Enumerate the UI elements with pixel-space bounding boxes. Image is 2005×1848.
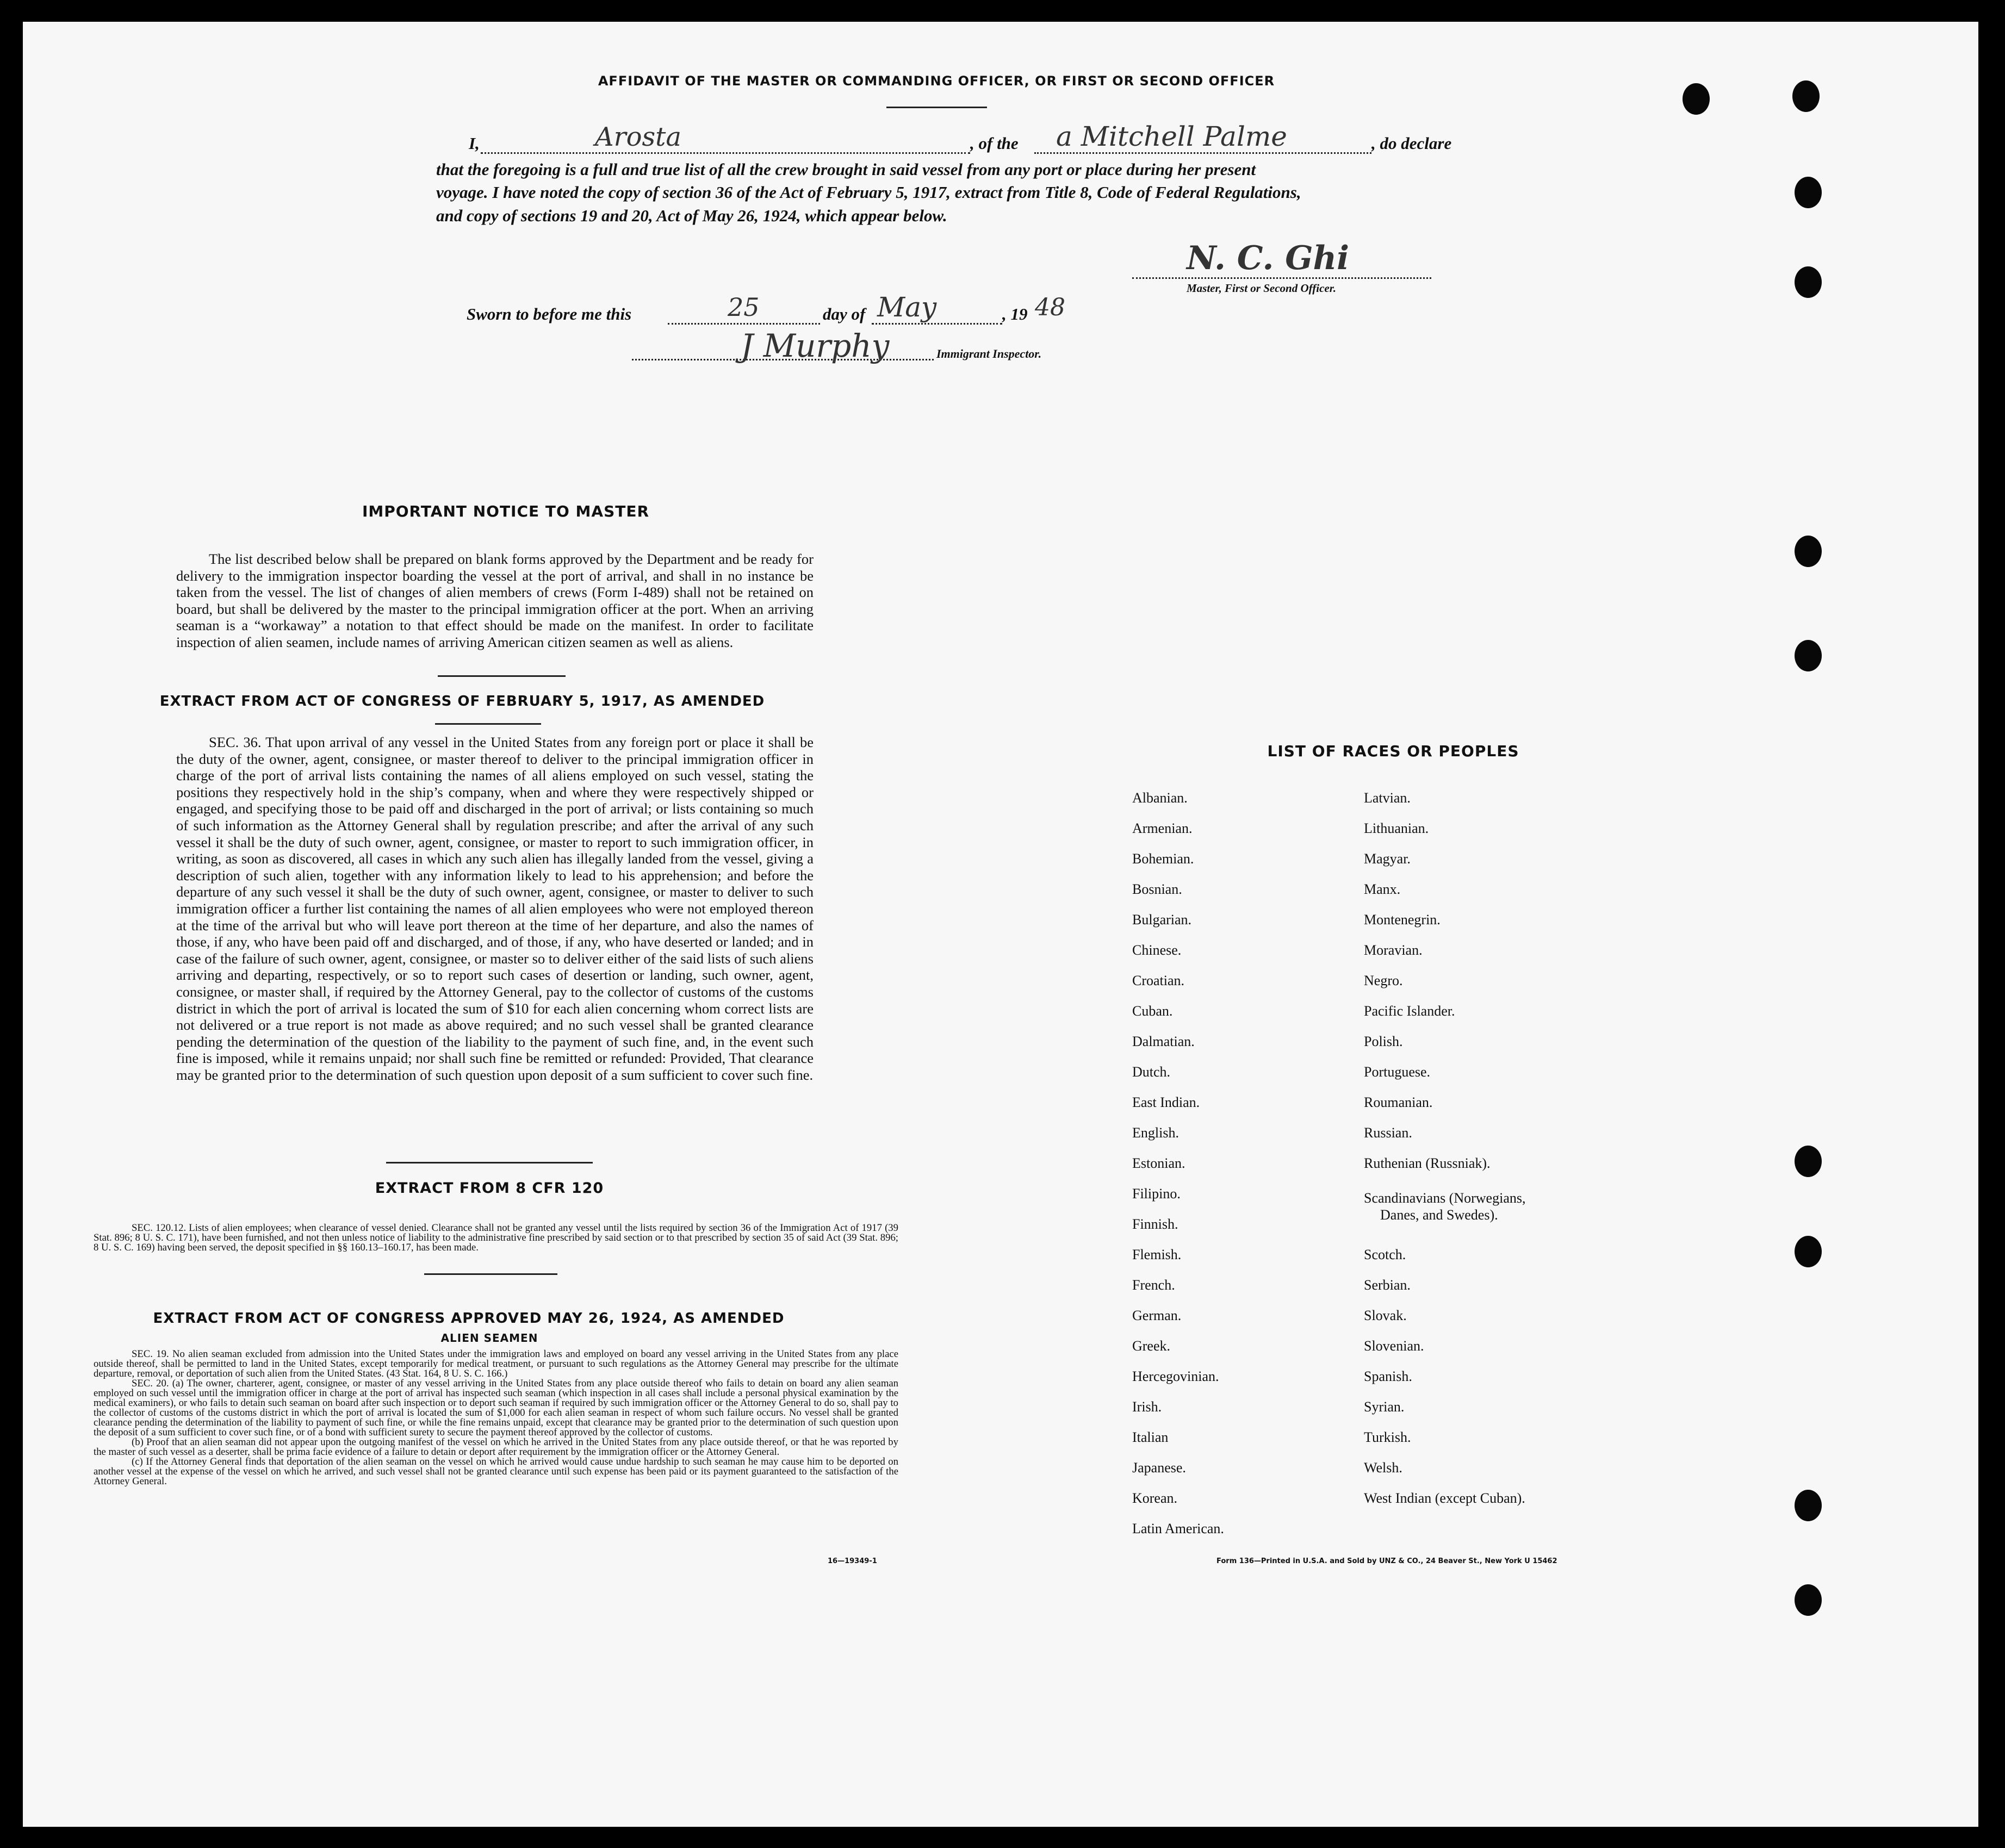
race-item: Montenegrin. — [1364, 912, 1441, 928]
extract-1917-heading: EXTRACT FROM ACT OF CONGRESS OF FEBRUARY 5, 1917, AS AMENDED — [159, 693, 765, 710]
race-item: Ruthenian (Russniak). — [1364, 1155, 1491, 1171]
race-item: West Indian (except Cuban). — [1364, 1490, 1525, 1506]
race-item: French. — [1132, 1277, 1175, 1293]
punch-hole — [1795, 266, 1822, 298]
race-item: Lithuanian. — [1364, 820, 1429, 836]
affidavit-line3: voyage. I have noted the copy of section 36 of the Act of February 5, 1917, extract from Title 8, Code of Federal Regulations, — [436, 183, 1301, 202]
race-item: Latin American. — [1132, 1521, 1224, 1536]
race-item: East Indian. — [1132, 1094, 1200, 1110]
vessel-handwritten: a Mitchell Palme — [1056, 121, 1287, 152]
extract-cfr-text-content: SEC. 120.12. Lists of alien employees; when clearance of vessel denied. Clearance shall not be granted any vessel until the lists required by section 36 of the Immigration Act of 1917 (39 Stat. 896; 8 U. S. C. 171), have been furnished, and not then unless notice of liability to the administrative fine prescribed by said section or to that prescribed by section 35 of said Act (39 Stat. 896; 8 U. S. C. 169) having been served, the deposit specified in §§ 160.13–160.17, has been made. — [94, 1222, 898, 1253]
sworn-line — [467, 291, 1174, 328]
title-rule — [886, 107, 987, 108]
race-item: Irish. — [1132, 1399, 1162, 1415]
punch-hole — [1795, 640, 1822, 671]
race-item: Russian. — [1364, 1125, 1412, 1141]
race-item: Syrian. — [1364, 1399, 1405, 1415]
day-field — [668, 293, 820, 325]
affidavit-title: AFFIDAVIT OF THE MASTER OR COMMANDING OFFICER, OR FIRST OR SECOND OFFICER — [598, 73, 1275, 89]
punch-hole — [1683, 83, 1710, 115]
name-field — [481, 122, 970, 154]
sec19-text: SEC. 19. No alien seaman excluded from admission into the United States under the immigration laws and employed on board any vessel arriving in the United States from any place outside thereof, shall be permitted to land in the United States, except temporarily for medical treatment, or pursuant to such regulations as the Attorney General may prescribe for the ultimate departure, removal, or deportation of such alien from the United States. (43 Stat. 164, 8 U. S. C. 166.) — [94, 1348, 898, 1379]
race-item: Danes, and Swedes). — [1380, 1207, 1498, 1223]
race-item: Spanish. — [1364, 1368, 1412, 1384]
master-signature: N. C. Ghi — [1187, 239, 1349, 277]
extract-cfr-heading: EXTRACT FROM 8 CFR 120 — [375, 1180, 604, 1197]
race-item: Dalmatian. — [1132, 1034, 1195, 1049]
i-label: I, — [469, 134, 480, 153]
race-item: Slovak. — [1364, 1308, 1407, 1323]
day-handwritten: 25 — [728, 293, 760, 322]
race-item: Slovenian. — [1364, 1338, 1424, 1354]
section-rule — [386, 1162, 593, 1163]
race-item: Polish. — [1364, 1034, 1403, 1049]
extract-1917-text — [176, 734, 814, 1083]
race-item: Roumanian. — [1364, 1094, 1433, 1110]
document-page — [23, 22, 1978, 1827]
affidavit-line2: that the foregoing is a full and true list of all the crew brought in said vessel from any port or place during her present — [436, 160, 1256, 179]
sworn-label: Sworn to before me this — [467, 304, 632, 323]
notice-text-content: The list described below shall be prepared on blank forms approved by the Department and be ready for delivery to the immigration inspector boarding the vessel at the port of arrival, and shall in no instance be taken from the vessel. The list of changes of alien members of crews (Form I-489) shall not be retained on board, but shall be delivered by the master to the principal immigration officer at the port. When an arriving seaman is a “workaway” a notation to that effect should be made on the manifest. In order to facilitate inspection of alien seamen, include names of arriving American citizen seamen as well as aliens. — [176, 551, 814, 650]
race-item: Scotch. — [1364, 1247, 1406, 1262]
race-item: Portuguese. — [1364, 1064, 1431, 1080]
affidavit-line4: and copy of sections 19 and 20, Act of May 26, 1924, which appear below. — [436, 206, 947, 225]
inspector-block — [632, 327, 1121, 397]
race-item: Latvian. — [1364, 790, 1411, 806]
name-handwritten: Arosta — [595, 122, 682, 152]
day-of-label: day of — [823, 304, 866, 323]
extract-1917-text-content: SEC. 36. That upon arrival of any vessel in the United States from any foreign port or place it shall be the duty of the owner, agent, consignee, or master thereof to deliver to the principal immigration officer in charge of the port of arrival lists containing the names of all aliens employed on such vessel, stating the positions they respectively hold in the ship’s company, when and where they were respectively shipped or engaged, and specifying those to be paid off and discharged in the port of arrival; or lists containing so much of such information as the Attorney General shall by regulation prescribe; and after the arrival of any such vessel it shall be the duty of such owner, agent, consignee, or master to report to such immigration officer, in writing, as soon as discovered, all cases in which any such alien has illegally landed from the vessel, giving a description of such alien, together with any information likely to lead to his apprehension; and before the departure of any such vessel it shall be the duty of such owner, agent, consignee, or master to deliver to such immigration officer a further list containing the names of all alien employees who were not employed thereon at the time of the arrival but who will leave port thereon at the time of her departure, and also the names of those, if any, who have been paid off and discharged, and of those, if any, who have deserted or landed; and in case of the failure of such owner, agent, consignee, or master so to deliver either of the said lists of such aliens arriving and departing, respectively, or so to report such cases of desertion or landing, such owner, agent, consignee, or master shall, if required by the Attorney General, pay to the collector of customs of the customs district in which the port of arrival is located the sum of $10 for each alien concerning whom correct lists are not delivered or a true report is not made as above required; and no such vessel shall be granted clearance pending the determination of the question of the liability to the payment of such fine, and, in the event such fine is imposed, while it remains unpaid; nor shall such fine be remitted or refunded: Provided, That clearance may be granted prior to the determination of such question upon deposit of a sum sufficient to cover such fine. — [176, 734, 814, 1083]
race-item: Cuban. — [1132, 1003, 1173, 1019]
race-item: Greek. — [1132, 1338, 1171, 1354]
race-item: Dutch. — [1132, 1064, 1171, 1080]
race-item: Japanese. — [1132, 1460, 1186, 1476]
month-handwritten: May — [877, 291, 937, 323]
extract-1924-heading: EXTRACT FROM ACT OF CONGRESS APPROVED MAY 26, 1924, AS AMENDED — [153, 1310, 785, 1327]
race-item: Flemish. — [1132, 1247, 1182, 1262]
section-rule — [438, 675, 566, 677]
sec20b-text: (b) Proof that an alien seaman did not appear upon the outgoing manifest of the vessel on which he arrived in the United States from any place outside thereof, or that he was reported by the master of such vessel as a deserter, shall be prima facie evidence of a failure to detain or deport after requirement by the immigration officer or the Attorney General. — [94, 1436, 898, 1458]
year-handwritten: 48 — [1035, 294, 1065, 321]
race-item: Italian — [1132, 1429, 1169, 1445]
master-signature-block — [1132, 239, 1437, 304]
race-item: Turkish. — [1364, 1429, 1411, 1445]
race-item: German. — [1132, 1308, 1182, 1323]
punch-hole — [1795, 1584, 1822, 1616]
section-rule — [424, 1273, 557, 1275]
form-code: 16—19349-1 — [828, 1557, 877, 1565]
extract-cfr-text — [94, 1223, 898, 1253]
year-prefix: , 19 — [1002, 304, 1028, 323]
race-item: Negro. — [1364, 973, 1403, 988]
punch-hole — [1795, 536, 1822, 567]
notice-text — [176, 551, 814, 651]
race-item: Scandinavians (Norwegians, — [1364, 1190, 1526, 1206]
race-item: Filipino. — [1132, 1186, 1181, 1202]
inspector-signature: J Murphy — [741, 327, 890, 364]
race-item: Chinese. — [1132, 942, 1182, 958]
extract-1924-text — [94, 1349, 898, 1486]
vessel-field — [1034, 121, 1371, 154]
month-field — [872, 291, 1002, 325]
extract-1924-subheading: ALIEN SEAMEN — [440, 1331, 538, 1345]
of-the-label: , of the — [970, 134, 1019, 153]
races-heading: LIST OF RACES OR PEOPLES — [1267, 742, 1519, 760]
punch-hole — [1795, 1146, 1822, 1177]
race-item: Finnish. — [1132, 1216, 1178, 1232]
section-rule — [435, 723, 541, 725]
race-item: Croatian. — [1132, 973, 1185, 988]
race-item: Serbian. — [1364, 1277, 1411, 1293]
affidavit-line1 — [469, 121, 1469, 158]
punch-hole — [1795, 1490, 1822, 1521]
race-item: English. — [1132, 1125, 1179, 1141]
race-item: Hercegovinian. — [1132, 1368, 1219, 1384]
race-item: Bohemian. — [1132, 851, 1194, 867]
race-item: Estonian. — [1132, 1155, 1185, 1171]
race-item: Bulgarian. — [1132, 912, 1192, 928]
punch-hole — [1792, 80, 1820, 112]
race-item: Moravian. — [1364, 942, 1423, 958]
punch-hole — [1795, 177, 1822, 208]
footer-printer-line: Form 136—Printed in U.S.A. and Sold by UNZ & CO., 24 Beaver St., New York U 15462 — [1216, 1557, 1557, 1565]
race-item: Magyar. — [1364, 851, 1411, 867]
race-item: Welsh. — [1364, 1460, 1402, 1476]
master-label: Master, First or Second Officer. — [1187, 282, 1336, 295]
race-item: Manx. — [1364, 881, 1401, 897]
race-item: Pacific Islander. — [1364, 1003, 1455, 1019]
race-item: Korean. — [1132, 1490, 1178, 1506]
notice-heading: IMPORTANT NOTICE TO MASTER — [362, 502, 650, 520]
sec20c-text: (c) If the Attorney General finds that deportation of the alien seaman on the vessel on which he arrived would cause undue hardship to such seaman he may cause him to be deported on another vessel at the expense of the vessel on which he arrived, and such vessel shall not be granted clearance until such expense has been paid or its payment guaranteed to the satisfaction of the Attorney General. — [94, 1456, 898, 1487]
inspector-label: Immigrant Inspector. — [936, 347, 1042, 360]
do-declare-label: , do declare — [1371, 134, 1452, 153]
punch-hole — [1795, 1236, 1822, 1267]
race-item: Armenian. — [1132, 820, 1193, 836]
race-item: Albanian. — [1132, 790, 1188, 806]
race-item: Bosnian. — [1132, 881, 1182, 897]
sec20a-text: SEC. 20. (a) The owner, charterer, agent, consignee, or master of any vessel arriving in the United States from any place outside thereof who fails to detain on board any alien seaman employed on such vessel until the immigration officer in charge at the port of arrival has inspected such seaman (which inspection in all cases shall include a personal physical examination by the medical examiners), or who fails to detain such seaman on board after such inspection or to deport such seaman if required by such immigration officer or the Attorney General to do so, shall pay to the collector of customs of the customs district in which the port of arrival is located the sum of $1,000 for each alien seaman in respect of whom such failure occurs. No vessel shall be granted clearance pending the determination of the liability to payment of such fine, or while the fine remains unpaid, except that clearance may be granted prior to the determination of such question upon the deposit of a sum sufficient to cover such fine, or of a bond with sufficient surety to secure the payment thereof approved by the collector of customs. — [94, 1378, 898, 1438]
